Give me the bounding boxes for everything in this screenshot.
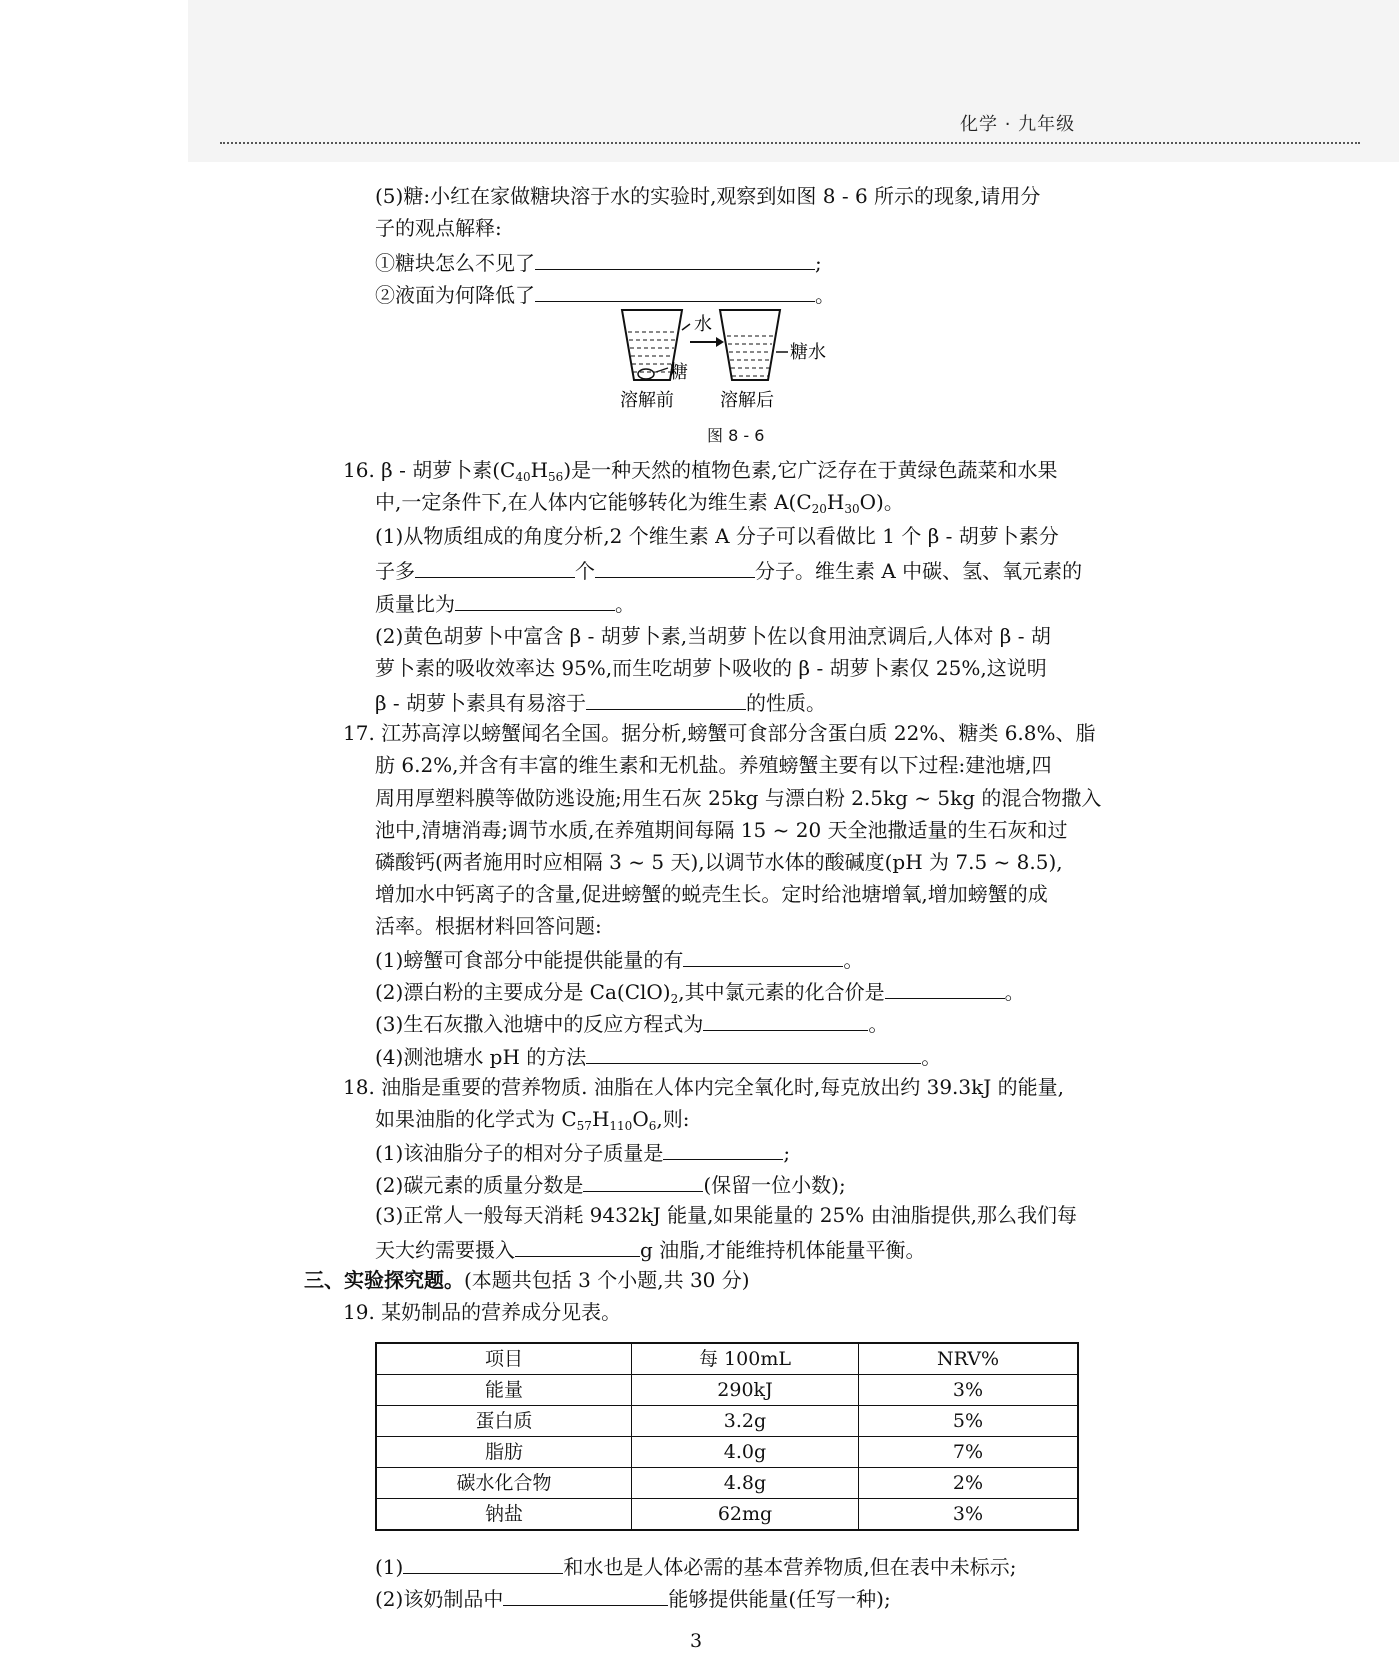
q17-4: (4)测池塘水 pH 的方法 。 [375,1045,942,1069]
answer-blank[interactable] [415,557,575,578]
q17-3: (3)生石灰撒入池塘中的反应方程式为 。 [375,1012,889,1036]
answer-blank[interactable] [586,1043,921,1064]
q16-line2: 中,一定条件下,在人体内它能够转化为维生素 $A(C_{20}H_{30}O)$。 [375,490,904,516]
q15-5-sub2-label: ②液面为何降低了 [375,283,535,307]
answer-blank[interactable] [586,689,746,710]
answer-blank[interactable] [455,590,615,611]
q16-1-line2: 子多 个 分子。维生素 A 中碳、氢、氧元素的 [375,559,1083,583]
answer-blank[interactable] [663,1139,783,1160]
q18-2: (2)碳元素的质量分数是 (保留一位小数); [375,1173,846,1197]
answer-blank[interactable] [535,281,815,302]
section3-heading: 三、实验探究题。(本题共包括 3 个小题,共 30 分) [304,1268,750,1292]
q17-line2: 肪 6.2%,并含有丰富的维生素和无机盐。养殖螃蟹主要有以下过程:建池塘,四 [375,753,1052,777]
label-sugar: 糖 [670,362,688,383]
q19-2: (2)该奶制品中 能够提供能量(任写一种); [375,1587,891,1611]
q17-line3: 周用厚塑料膜等做防逃设施;用生石灰 25kg 与漂白粉 2.5kg ~ 5kg 的混合物撒入 [375,786,1102,810]
q17-line7: 活率。根据材料回答问题: [375,914,602,938]
nutrition-table [375,1342,1079,1531]
q18-3-line2: 天大约需要摄入 g 油脂,才能维持机体能量平衡。 [375,1238,926,1262]
q15-5-sub1: ①糖块怎么不见了 ; [375,251,822,275]
answer-blank[interactable] [583,1171,703,1192]
table-header: 项目 [376,1343,632,1375]
table-row [376,1499,1078,1531]
table-header: NRV% [859,1343,1079,1375]
table-cell: 3.2g [632,1406,859,1437]
q16-2-line3: β - 胡萝卜素具有易溶于 的性质。 [375,691,827,715]
q16-1-line3: 质量比为 。 [375,592,635,616]
table-cell: 7% [859,1437,1079,1468]
beaker-after [720,310,788,380]
header-band [188,0,1399,162]
q18-3-line1: (3)正常人一般每天消耗 9432kJ 能量,如果能量的 25% 由油脂提供,那么我们每 [375,1203,1077,1227]
table-header-row [376,1343,1078,1375]
table-header: 每 100mL [632,1343,859,1375]
q15-5-sub1-label: ①糖块怎么不见了 [375,251,535,275]
label-water: 水 [694,314,712,335]
q18-line2: 如果油脂的化学式为 $C_{57}H_{110}O_6$,则: [375,1107,690,1133]
q19-1: (1) 和水也是人体必需的基本营养物质,但在表中未标示; [375,1555,1017,1579]
q16-2-line1: (2)黄色胡萝卜中富含 β - 胡萝卜素,当胡萝卜佐以食用油烹调后,人体对 β - 胡 [375,624,1051,648]
header-title: 化学 · 九年级 [960,114,1076,135]
q17-line5: 磷酸钙(两者施用时应相隔 3 ~ 5 天),以调节水体的酸碱度(pH 为 7.5 ~ 8.5), [375,850,1063,874]
q17-2: (2)漂白粉的主要成分是 $Ca(ClO)_2$,其中氯元素的化合价是 。 [375,980,1025,1006]
table-cell: 能量 [376,1375,632,1406]
table-row [376,1406,1078,1437]
table-cell: 碳水化合物 [376,1468,632,1499]
answer-blank[interactable] [885,978,1005,999]
figure-caption: 图 8 - 6 [707,426,765,445]
table-cell: 蛋白质 [376,1406,632,1437]
answer-blank[interactable] [595,557,755,578]
answer-blank[interactable] [503,1585,668,1606]
table-cell: 3% [859,1375,1079,1406]
label-before: 溶解前 [620,390,674,411]
table-cell: 2% [859,1468,1079,1499]
table-cell: 钠盐 [376,1499,632,1531]
sugar-dissolve-figure [620,308,860,412]
answer-blank[interactable] [535,249,815,270]
table-cell: 脂肪 [376,1437,632,1468]
sugar-cube [638,369,654,379]
table-row [376,1437,1078,1468]
table-row [376,1375,1078,1406]
q16-line1: 16. β - 胡萝卜素$(C_{40}H_{56})$是一种天然的植物色素,它广泛存在于黄绿色蔬菜和水果 [343,458,1058,484]
page-number: 3 [690,1630,703,1652]
answer-blank[interactable] [403,1553,563,1574]
table-cell: 62mg [632,1499,859,1531]
q18-line1: 18. 油脂是重要的营养物质. 油脂在人体内完全氧化时,每克放出约 39.3kJ 的能量, [343,1075,1064,1099]
q15-5-sub2: ②液面为何降低了 。 [375,283,835,307]
label-sugar-water: 糖水 [790,342,826,363]
q19-intro: 19. 某奶制品的营养成分见表。 [343,1300,622,1324]
q15-5-line2: 子的观点解释: [375,216,502,240]
answer-blank[interactable] [683,946,843,967]
answer-blank[interactable] [515,1236,640,1257]
q16-1-line1: (1)从物质组成的角度分析,2 个维生素 A 分子可以看做比 1 个 β - 胡萝卜素分 [375,524,1059,548]
q17-line1: 17. 江苏高淳以螃蟹闻名全国。据分析,螃蟹可食部分含蛋白质 22%、糖类 6.8%、脂 [343,721,1096,745]
table-cell: 4.0g [632,1437,859,1468]
q18-1: (1)该油脂分子的相对分子质量是 ; [375,1141,791,1165]
table-cell: 3% [859,1499,1079,1531]
q17-1: (1)螃蟹可食部分中能提供能量的有 。 [375,948,864,972]
q17-line6: 增加水中钙离子的含量,促进螃蟹的蜕壳生长。定时给池塘增氧,增加螃蟹的成 [375,882,1048,906]
table-cell: 290kJ [632,1375,859,1406]
q17-line4: 池中,清塘消毒;调节水质,在养殖期间每隔 15 ~ 20 天全池撒适量的生石灰和过 [375,818,1068,842]
label-after: 溶解后 [720,390,774,411]
table-cell: 4.8g [632,1468,859,1499]
q16-2-line2: 萝卜素的吸收效率达 95%,而生吃胡萝卜吸收的 β - 胡萝卜素仅 25%,这说明 [375,656,1047,680]
table-row [376,1468,1078,1499]
arrow-icon [690,337,724,347]
q15-5-line1: (5)糖:小红在家做糖块溶于水的实验时,观察到如图 8 - 6 所示的现象,请用分 [375,184,1041,208]
header-divider [220,142,1360,144]
answer-blank[interactable] [703,1010,868,1031]
table-cell: 5% [859,1406,1079,1437]
